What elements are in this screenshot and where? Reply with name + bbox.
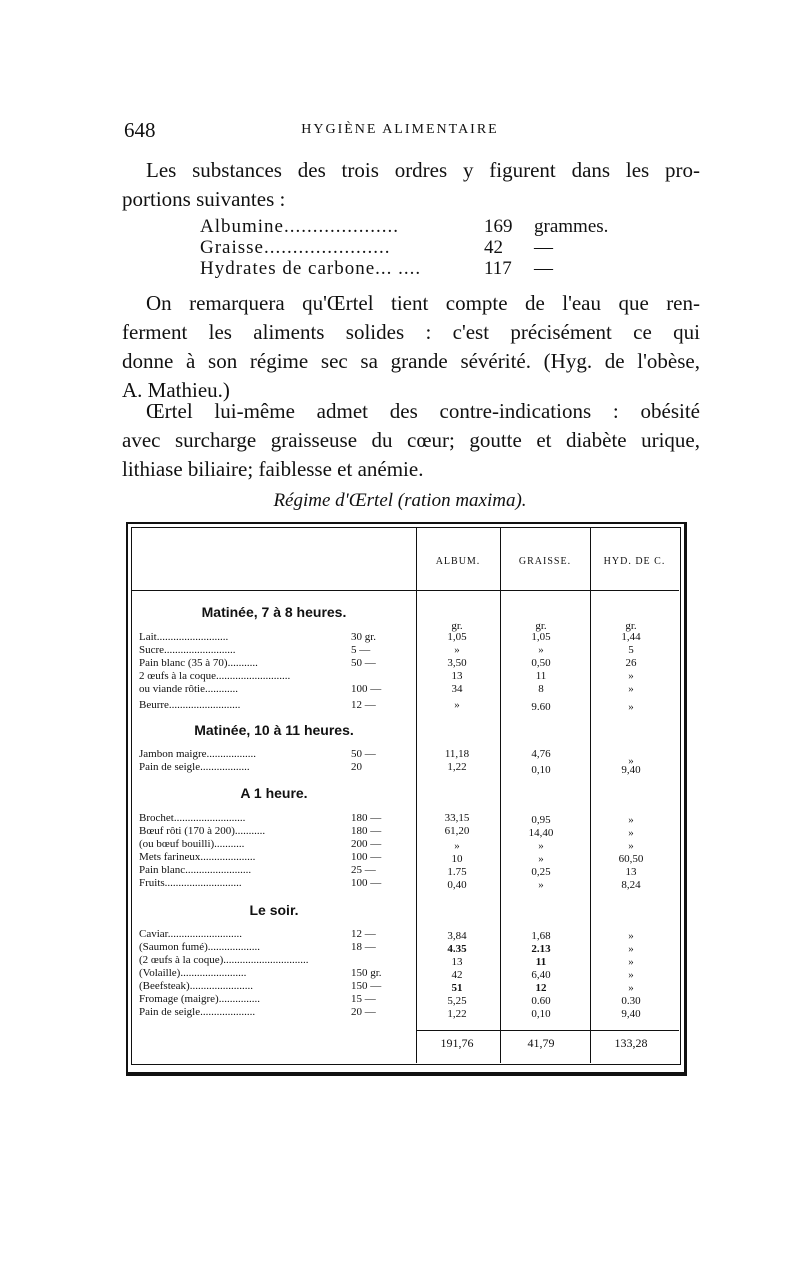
graisse-value: 12 (535, 982, 547, 994)
food-label: (2 œufs à la coque)............................... (139, 954, 309, 966)
text-line: A. Mathieu.) (122, 378, 230, 402)
column-divider (500, 527, 501, 1063)
section-title: A 1 heure. (240, 785, 308, 801)
albumine-value: 1.75 (447, 866, 467, 878)
proportion-name: Albumine.................... (200, 216, 399, 237)
food-qty: 12 — (351, 928, 376, 940)
text-line: Les substances des trois ordres y figurent dans les pro- (146, 158, 700, 182)
column-header-hydrates: HYD. DE C. (603, 556, 666, 567)
food-qty: 100 — (351, 851, 382, 863)
proportion-qty: 117 (484, 258, 512, 279)
food-qty: 20 (351, 761, 362, 773)
food-label: Pain blanc (35 à 70)........... (139, 657, 258, 669)
food-qty: 5 — (351, 644, 371, 656)
hydrates-value: 13 (625, 866, 637, 878)
food-label: Pain blanc........................ (139, 864, 252, 876)
proportion-unit: grammes. (534, 216, 609, 237)
graisse-value: 0,25 (531, 866, 551, 878)
food-label: Pain de seigle.................. (139, 761, 250, 773)
food-qty: 150 gr. (351, 967, 382, 979)
proportion-qty: 42 (484, 237, 503, 258)
proportion-name: Hydrates de carbone... .... (200, 258, 422, 279)
proportion-unit: — (534, 237, 553, 258)
albumine-value: 10 (451, 853, 463, 865)
hydrates-value: 0.30 (621, 995, 641, 1007)
page-number: 648 (124, 118, 156, 142)
text-line: Œrtel lui-même admet des contre-indications : obésité (146, 399, 700, 423)
section-title: Le soir. (249, 902, 299, 918)
albumine-value: 4.35 (447, 943, 467, 955)
text-line: ferment les aliments solides : c'est précisément ce qui (122, 320, 700, 344)
hydrates-value: 9,40 (621, 764, 641, 776)
hydrates-value: 26 (625, 657, 637, 669)
hydrates-value: » (628, 982, 634, 994)
hydrates-value: » (628, 930, 634, 942)
albumine-value: 51 (451, 982, 463, 994)
hydrates-value: 5 (628, 644, 634, 656)
food-label: Jambon maigre.................. (139, 748, 257, 760)
food-label: Beurre.......................... (139, 699, 241, 711)
food-label: Pain de seigle.................... (139, 1006, 256, 1018)
section-title: Matinée, 7 à 8 heures. (201, 604, 347, 620)
graisse-value: » (538, 840, 544, 852)
hydrates-value: » (628, 956, 634, 968)
graisse-value: 0,10 (531, 764, 551, 776)
hydrates-value: » (628, 814, 634, 826)
food-qty: 12 — (351, 699, 376, 711)
header-rule (131, 590, 679, 591)
food-qty: 30 gr. (351, 631, 377, 643)
graisse-value: 1,05 (531, 631, 551, 643)
albumine-value: » (454, 644, 460, 656)
albumine-value: 61,20 (444, 825, 470, 837)
section-title: Matinée, 10 à 11 heures. (194, 722, 354, 738)
text-line: donne à son régime sec sa grande sévérité. (Hyg. de l'obèse, (122, 349, 700, 373)
contraindications-paragraph (122, 397, 700, 484)
albumine-value: 3,84 (447, 930, 467, 942)
proportion-qty: 169 (484, 216, 513, 237)
total-hydrates: 133,28 (614, 1036, 648, 1050)
proportions-list (200, 216, 608, 279)
unit-label: gr. (451, 620, 463, 632)
hydrates-value: 1,44 (621, 631, 641, 643)
text-line: avec surcharge graisseuse du cœur; goutte et diabète urique, (122, 428, 700, 452)
albumine-value: » (454, 840, 460, 852)
albumine-value: 1,05 (447, 631, 467, 643)
albumine-value: 3,50 (447, 657, 467, 669)
food-label: (Saumon fumé)................... (139, 941, 260, 953)
graisse-value: 11 (535, 670, 547, 682)
food-label: Mets farineux.................... (139, 851, 256, 863)
table-caption: Régime d'Œrtel (ration maxima). (273, 490, 527, 511)
albumine-value: 13 (451, 956, 463, 968)
unit-label: gr. (535, 620, 547, 632)
albumine-value: 33,15 (444, 812, 470, 824)
text-line: lithiase biliaire; faiblesse et anémie. (122, 457, 424, 481)
graisse-value: » (538, 853, 544, 865)
hydrates-value: 60,50 (618, 853, 644, 865)
oertel-paragraph (122, 289, 700, 405)
albumine-value: 42 (451, 969, 463, 981)
food-qty: 100 — (351, 683, 382, 695)
albumine-value: » (454, 699, 460, 711)
total-albumine: 191,76 (440, 1036, 474, 1050)
albumine-value: 34 (451, 683, 463, 695)
column-header-albumine: ALBUM. (435, 556, 481, 567)
food-label: (ou bœuf bouilli)........... (139, 838, 245, 850)
column-divider (416, 527, 417, 1063)
food-label: (Volaille)........................ (139, 967, 247, 979)
intro-paragraph (122, 156, 700, 214)
food-qty: 15 — (351, 993, 376, 1005)
running-head: HYGIÈNE ALIMENTAIRE (301, 122, 499, 137)
hydrates-value: » (628, 943, 634, 955)
food-qty: 50 — (351, 657, 376, 669)
albumine-value: 1,22 (447, 1008, 467, 1020)
albumine-value: 11,18 (444, 748, 470, 760)
albumine-value: 13 (451, 670, 463, 682)
graisse-value: » (538, 879, 544, 891)
graisse-value: 0,50 (531, 657, 551, 669)
total-rule (416, 1030, 679, 1031)
albumine-value: 0,40 (447, 879, 467, 891)
hydrates-value: » (628, 670, 634, 682)
graisse-value: 6,40 (531, 969, 551, 981)
food-qty: 200 — (351, 838, 382, 850)
hydrates-value: 9,40 (621, 1008, 641, 1020)
proportion-row (200, 216, 608, 237)
food-qty: 100 — (351, 877, 382, 889)
food-qty: 18 — (351, 941, 376, 953)
column-divider (590, 527, 591, 1063)
graisse-value: 14,40 (528, 827, 554, 839)
food-qty: 150 — (351, 980, 382, 992)
food-label: (Beefsteak)....................... (139, 980, 253, 992)
albumine-value: 1,22 (447, 761, 467, 773)
hydrates-value: » (628, 701, 634, 713)
food-label: 2 œufs à la coque........................... (139, 670, 291, 682)
column-header-graisse: GRAISSE. (518, 556, 572, 567)
total-graisse: 41,79 (527, 1036, 555, 1050)
food-qty: 50 — (351, 748, 376, 760)
hydrates-value: » (628, 969, 634, 981)
graisse-value: 8 (538, 683, 544, 695)
unit-label: gr. (625, 620, 637, 632)
graisse-value: 2.13 (531, 943, 551, 955)
graisse-value: 0,95 (531, 814, 551, 826)
food-label: Fruits............................ (139, 877, 242, 889)
text-line: On remarquera qu'Œrtel tient compte de l'eau que ren- (146, 291, 700, 315)
proportion-row (200, 237, 608, 258)
graisse-value: 4,76 (531, 748, 551, 760)
food-label: Lait.......................... (139, 631, 229, 643)
hydrates-value: » (628, 683, 634, 695)
hydrates-value: » (628, 755, 634, 767)
food-label: ou viande rôtie............ (139, 683, 238, 695)
proportion-row (200, 258, 608, 279)
food-label: Caviar........................... (139, 928, 242, 940)
graisse-value: » (538, 644, 544, 656)
graisse-value: 0.60 (531, 995, 551, 1007)
food-qty: 180 — (351, 825, 382, 837)
food-label: Bœuf rôti (170 à 200)........... (139, 825, 266, 837)
graisse-value: 0,10 (531, 1008, 551, 1020)
hydrates-value: » (628, 827, 634, 839)
graisse-value: 1,68 (531, 930, 551, 942)
food-label: Brochet.......................... (139, 812, 246, 824)
albumine-value: 5,25 (447, 995, 467, 1007)
food-label: Sucre.......................... (139, 644, 236, 656)
food-qty: 25 — (351, 864, 376, 876)
food-qty: 180 — (351, 812, 382, 824)
food-qty: 20 — (351, 1006, 376, 1018)
graisse-value: 9.60 (531, 701, 551, 713)
hydrates-value: » (628, 840, 634, 852)
food-label: Fromage (maigre)............... (139, 993, 260, 1005)
proportion-name: Graisse...................... (200, 237, 391, 258)
proportion-unit: — (534, 258, 553, 279)
text-line: portions suivantes : (122, 187, 286, 211)
graisse-value: 11 (535, 956, 547, 968)
hydrates-value: 8,24 (621, 879, 641, 891)
